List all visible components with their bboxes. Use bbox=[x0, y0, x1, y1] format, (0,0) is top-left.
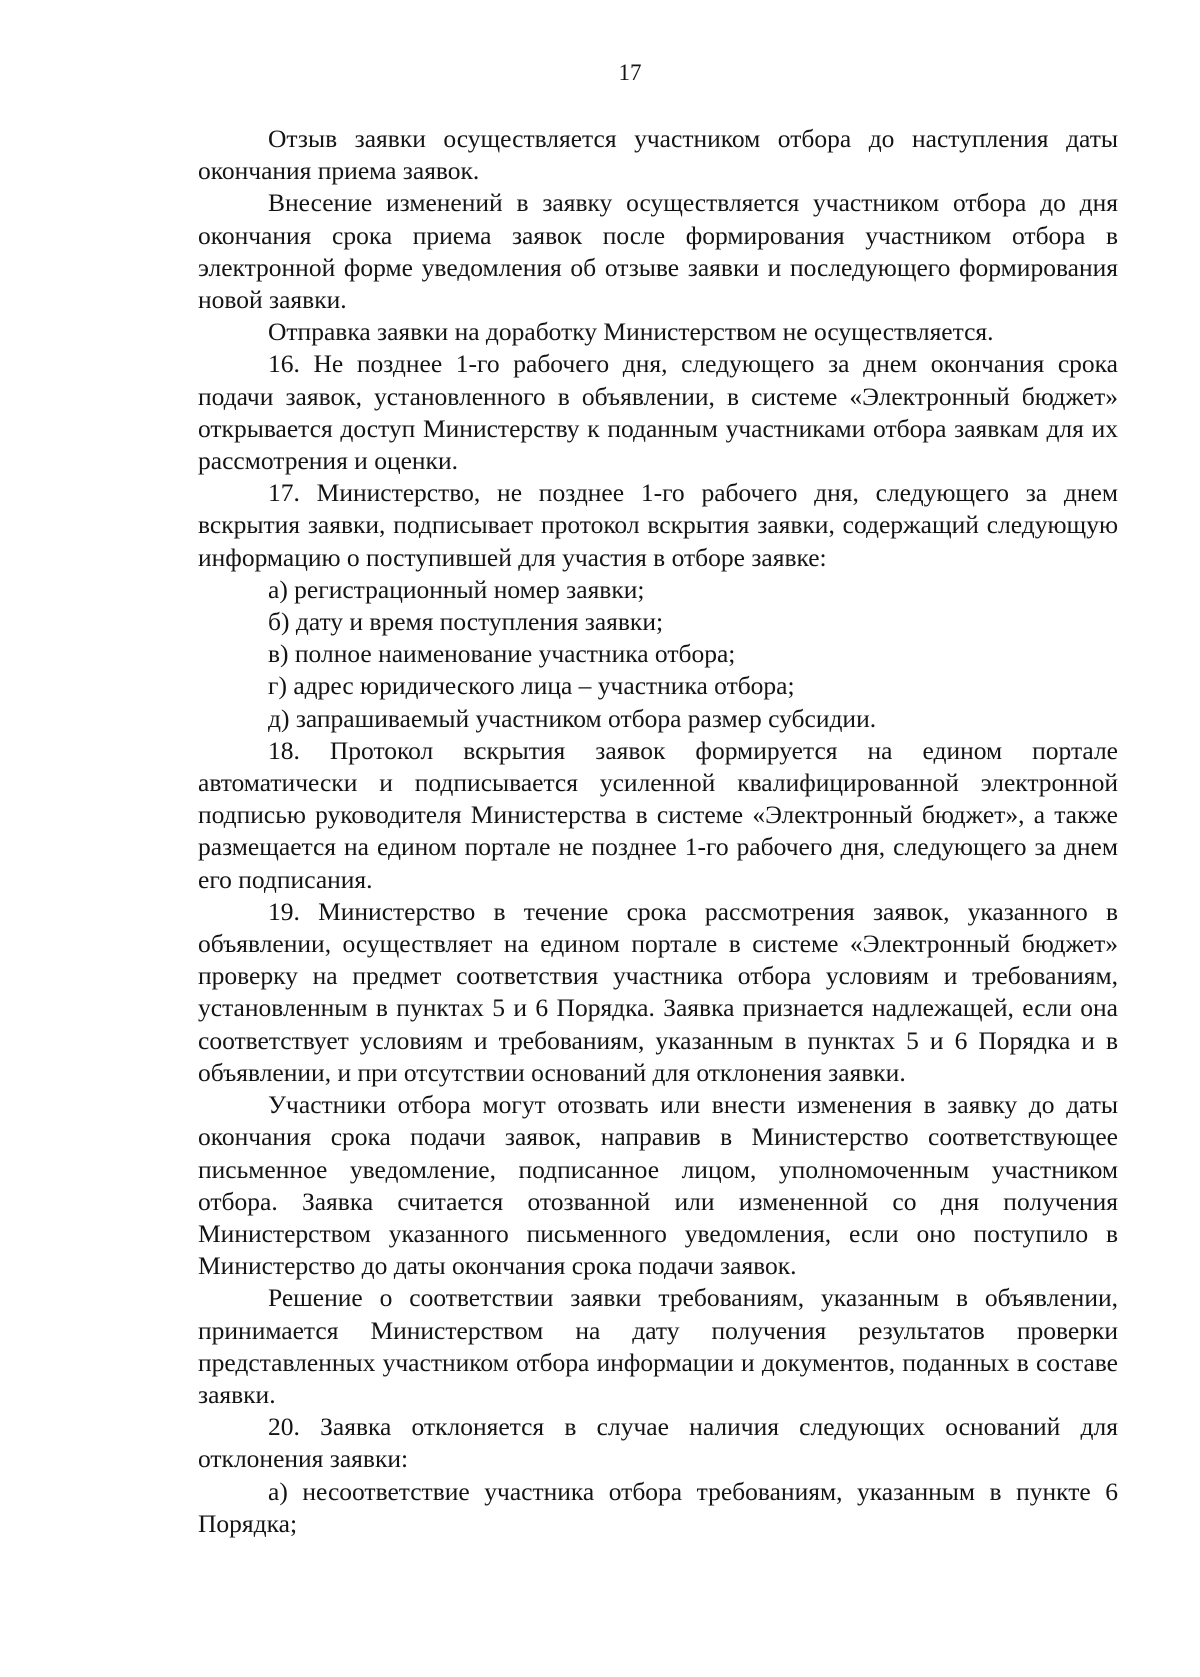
page-number: 17 bbox=[618, 60, 642, 85]
paragraph: Участники отбора могут отозвать или внести изменения в заявку до даты окончания срока подачи заявок, направив в Министерство соответствующее письменное уведомление, подписанное лицом, уполномоченным участником отбора. Заявка считается отозванной или измененной со дня получения Министерством указанного письменного уведомления, если оно поступило в Министерство до даты окончания срока подачи заявок. bbox=[198, 1090, 1118, 1281]
list-item: а) регистрационный номер заявки; bbox=[268, 574, 645, 604]
paragraph: Внесение изменений в заявку осуществляется участником отбора до дня окончания срока приема заявок после формирования участником отбора в электронной форме уведомления об отзыве заявки и последующего формирования новой заявки. bbox=[198, 188, 1118, 315]
list-item: б) дату и время поступления заявки; bbox=[268, 607, 664, 637]
list-item: в) полное наименование участника отбора; bbox=[268, 639, 736, 669]
list-item: г) адрес юридического лица – участника отбора; bbox=[268, 671, 795, 701]
paragraph: Отзыв заявки осуществляется участником отбора до наступления даты окончания приема заявок. bbox=[198, 124, 1118, 186]
paragraph: Отправка заявки на доработку Министерством не осуществляется. bbox=[268, 317, 994, 347]
paragraph: 18. Протокол вскрытия заявок формируется на едином портале автоматически и подписывается усиленной квалифицированной электронной подписью руководителя Министерства в системе «Электронный бюджет», а также размещается на едином портале не позднее 1-го рабочего дня, следующего за днем его подписания. bbox=[198, 735, 1118, 894]
paragraph: 17. Министерство, не позднее 1-го рабочего дня, следующего за днем вскрытия заявки, подписывает протокол вскрытия заявки, содержащий следующую информацию о поступившей для участия в отборе заявке: bbox=[198, 478, 1118, 572]
paragraph: 19. Министерство в течение срока рассмотрения заявок, указанного в объявлении, осуществляет на едином портале в системе «Электронный бюджет» проверку на предмет соответствия участника отбора условиям и требованиям, установленным в пунктах 5 и 6 Порядка. Заявка признается надлежащей, если она соответствует условиям и требованиям, указанным в пунктах 5 и 6 Порядка и в объявлении, и при отсутствии оснований для отклонения заявки. bbox=[198, 896, 1118, 1087]
document-body bbox=[198, 123, 1118, 1540]
paragraph: Решение о соответствии заявки требованиям, указанным в объявлении, принимается Министерством на дату получения результатов проверки представленных участником отбора информации и документов, поданных в составе заявки. bbox=[198, 1283, 1118, 1409]
paragraph: 16. Не позднее 1-го рабочего дня, следующего за днем окончания срока подачи заявок, установленного в объявлении, в системе «Электронный бюджет» открывается доступ Министерству к поданным участниками отбора заявкам для их рассмотрения и оценки. bbox=[198, 349, 1118, 476]
list-item: д) запрашиваемый участником отбора размер субсидии. bbox=[268, 703, 877, 733]
list-item: а) несоответствие участника отбора требованиям, указанным в пункте 6 Порядка; bbox=[198, 1476, 1118, 1538]
paragraph: 20. Заявка отклоняется в случае наличия следующих оснований для отклонения заявки: bbox=[198, 1412, 1118, 1474]
